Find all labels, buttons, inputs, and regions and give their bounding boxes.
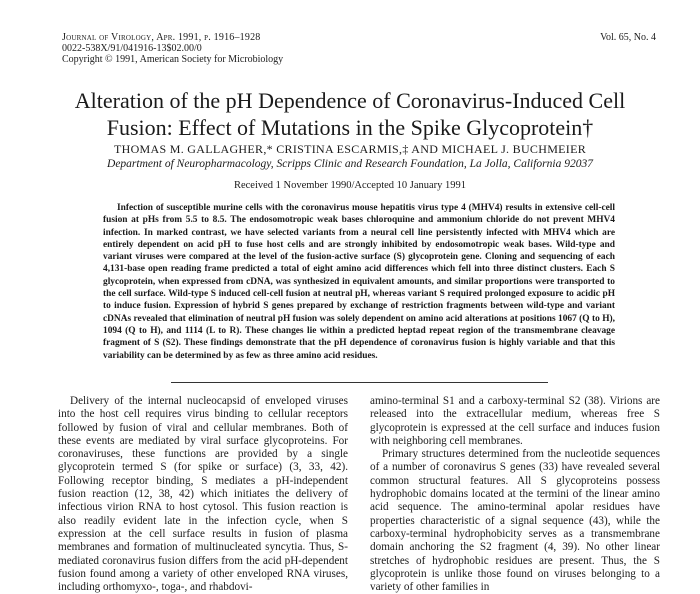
section-divider	[171, 382, 548, 383]
body-paragraph: Delivery of the internal nucleocapsid of enveloped viruses into the host cell requires virus binding to cellular receptors followed by fusion of viral and cellular membranes. Both of these events are mediated by viral surface glycoproteins. For coronaviruses, these functions are provided by a single glycoprotein termed S (for spike or surface) (3, 33, 42). Following receptor binding, S mediates a pH-independent fusion reaction (12, 38, 42) which initiates the delivery of infectious virion RNA to host cytosol. This fusion reaction is also readily evident late in the infection cycle, when S expression at the cell surface results in fusion of plasma membranes and formation of multinucleated syncytia. Thus, S-mediated coronavirus fusion differs from the acid pH-dependent fusion found among a variety of other enveloped RNA viruses, including orthomyxo-, toga-, and rhabdovi-	[58, 395, 348, 594]
body-paragraph: amino-terminal S1 and a carboxy-terminal S2 (38). Virions are released into the extracellular medium, whereas free S glycoprotein is expressed at the cell surface and induces fusion with neighboring cell membranes.	[370, 395, 660, 447]
article-title: Alteration of the pH Dependence of Coronavirus-Induced Cell Fusion: Effect of Mutations in the Spike Glycoprotein†	[74, 88, 626, 140]
abstract: Infection of susceptible murine cells with the coronavirus mouse hepatitis virus type 4 (MHV4) results in extensive cell-cell fusion at pHs from 5.5 to 8.5. The endosomotropic weak bases chloroquine and ammonium chloride do not prevent MHV4 infection. In marked contrast, we have selected variants from a neural cell line persistently infected with MHV4 which are entirely dependent on acid pH to fuse host cells and are strongly inhibited by endosomotropic weak bases. Wild-type and variant viruses were compared at the level of the fusion-active surface (S) glycoprotein gene. Cloning and sequencing of each 4,131-base open reading frame predicted a total of eight amino acid differences which fell into three distinct clusters. Each S glycoprotein, when expressed from cDNA, was synthesized in equivalent amounts, and similar proportions were transported to the cell surface. Wild-type S induced cell-cell fusion at neutral pH, whereas variant S required prolonged exposure to acidic pH to induce fusion. Expression of hybrid S genes prepared by exchange of restriction fragments between wild-type and variant cDNAs revealed that elimination of neutral pH fusion was solely dependent on amino acid alterations at positions 1067 (Q to H), 1094 (Q to H), and 1114 (L to R). These changes lie within a predicted heptad repeat region of the transmembrane cleavage fragment of S (S2). These findings demonstrate that the pH dependence of coronavirus fusion is highly variable and that this variability can be determined by as few as three amino acid residues.	[103, 203, 615, 361]
body-column-right	[370, 395, 660, 594]
received-dates: Received 1 November 1990/Accepted 10 January 1991	[233, 180, 467, 191]
affiliation: Department of Neuropharmacology, Scripps Clinic and Research Foundation, La Jolla, California 92037	[107, 158, 593, 170]
body-column-left	[58, 395, 348, 594]
author-list: THOMAS M. GALLAGHER,* CRISTINA ESCARMIS,‡ AND MICHAEL J. BUCHMEIER	[113, 142, 587, 156]
body-paragraph: Primary structures determined from the nucleotide sequences of a number of coronavirus S genes (33) have revealed several common structural features. All S glycoproteins possess hydrophobic domains located at the termini of the linear amino acid sequence. The amino-terminal apolar residues have properties characteristic of a signal sequence (43), while the carboxy-terminal hydrophobicity serves as a transmembrane domain anchoring the S2 fragment (4, 39). No other linear stretches of hydrophobic residues are present. Thus, the S glycoprotein is unlike those found on viruses belonging to a variety of other families in	[370, 448, 660, 594]
copyright-line: Copyright © 1991, American Society for Microbiology	[62, 54, 284, 65]
issn-line: 0022-538X/91/041916-13$02.00/0	[62, 43, 202, 54]
journal-citation: Journal of Virology, Apr. 1991, p. 1916–1928	[62, 32, 261, 43]
journal-header	[62, 32, 283, 65]
volume-info: Vol. 65, No. 4	[600, 32, 656, 43]
